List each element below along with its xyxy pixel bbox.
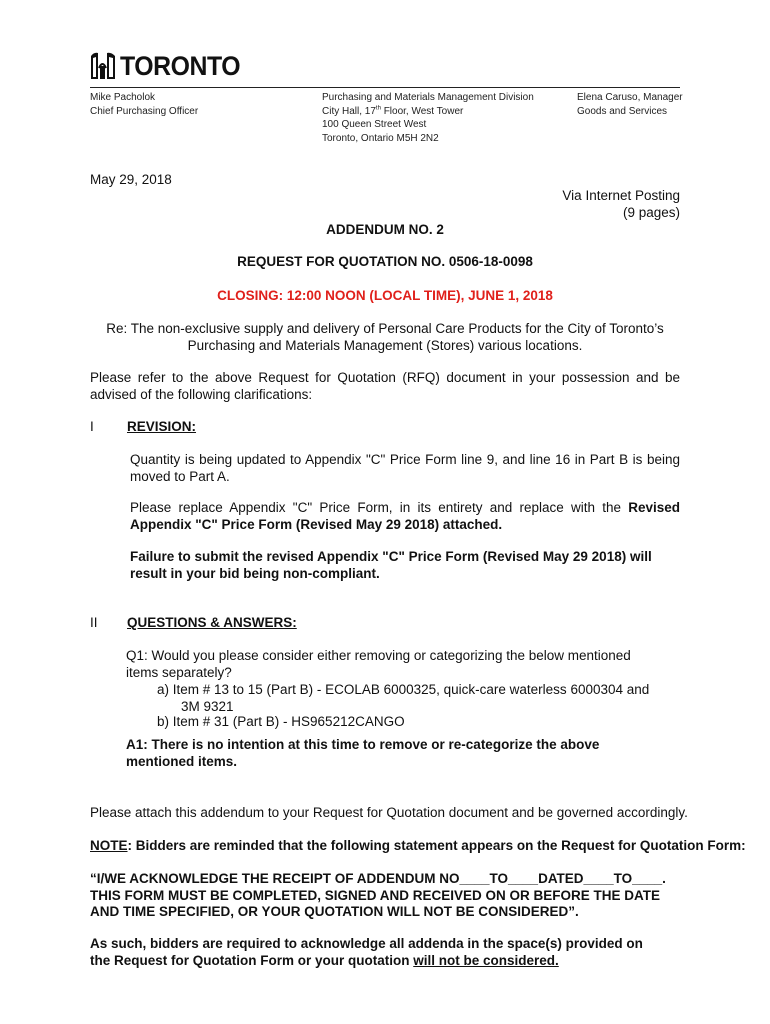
section-2-number: II xyxy=(90,615,98,630)
header-right xyxy=(577,91,683,118)
manager-name: Elena Caruso, Manager xyxy=(577,92,683,103)
city-logo xyxy=(90,50,251,80)
acknowledgement-statement: “I/WE ACKNOWLEDGE THE RECEIPT OF ADDENDUM NO____TO____DATED____TO____. THIS FORM MUST BE COMPLETED, SIGNED AND RECEIVED ON OR BEFORE THE DATE AND TIME SPECIFIED, OR YOUR QUOTATION WILL NOT BE CONSIDERED”. xyxy=(90,871,666,919)
logo-wordmark: TORONTO xyxy=(120,51,241,81)
revision-paragraph-2: Please replace Appendix "C" Price Form, in its entirety and replace with the Revised Appendix "C" Price Form (Revised May 29 2018) attached. xyxy=(130,500,680,532)
header-rule xyxy=(90,87,680,88)
header-left xyxy=(90,91,198,118)
answer-1: A1: There is no intention at this time to remove or re-categorize the above mentioned items. xyxy=(126,737,600,769)
section-2-heading: QUESTIONS & ANSWERS: xyxy=(127,615,297,630)
address-line-3: Toronto, Ontario M5H 2N2 xyxy=(322,132,439,144)
officer-name: Mike Pacholok xyxy=(90,92,156,103)
section-1-heading: REVISION: xyxy=(127,419,197,434)
revision-warning: Failure to submit the revised Appendix "C" Price Form (Revised May 29 2018) will result in your bid being non-compliant. xyxy=(130,549,652,581)
officer-title: Chief Purchasing Officer xyxy=(90,105,199,117)
address-line-2: 100 Queen Street West xyxy=(322,119,427,130)
note-line: NOTE: Bidders are reminded that the following statement appears on the Request for Quotation Form: xyxy=(90,838,746,853)
final-notice: As such, bidders are required to acknowledge all addenda in the space(s) provided on the Request for Quotation Form or your quotation will not be considered. xyxy=(90,936,643,968)
section-1-number: I xyxy=(90,419,94,434)
manager-dept: Goods and Services xyxy=(577,105,668,117)
via-posting: Via Internet Posting (9 pages) xyxy=(562,188,680,220)
closing-date: CLOSING: 12:00 NOON (LOCAL TIME), JUNE 1, 2018 xyxy=(217,288,553,303)
addendum-title: ADDENDUM NO. 2 xyxy=(326,222,444,237)
question-item-b: b) Item # 31 (Part B) - HS965212CANGO xyxy=(157,714,405,729)
revision-paragraph-1: Quantity is being updated to Appendix "C" Price Form line 9, and line 16 in Part B is being moved to Part A. xyxy=(130,452,680,484)
question-item-a: a) Item # 13 to 15 (Part B) - ECOLAB 6000325, quick-care waterless 6000304 and 3M 9321 xyxy=(157,682,650,714)
city-hall-icon xyxy=(90,50,116,80)
attach-instruction: Please attach this addendum to your Request for Quotation document and be governed accordingly. xyxy=(90,805,688,820)
address-line-1: City Hall, 17th Floor, West Tower xyxy=(322,105,464,117)
re-line: Re: The non-exclusive supply and delivery of Personal Care Products for the City of Toronto’s Purchasing and Materials Management (Stores) various locations. xyxy=(106,321,664,353)
header-middle xyxy=(322,91,534,145)
rfq-title: REQUEST FOR QUOTATION NO. 0506-18-0098 xyxy=(237,254,533,269)
intro-paragraph: Please refer to the above Request for Quotation (RFQ) document in your possession and be advised of the following clarifications: xyxy=(90,370,680,402)
division-name: Purchasing and Materials Management Division xyxy=(322,92,534,103)
question-1: Q1: Would you please consider either removing or categorizing the below mentioned items separately? xyxy=(126,648,631,680)
document-date: May 29, 2018 xyxy=(90,172,172,187)
